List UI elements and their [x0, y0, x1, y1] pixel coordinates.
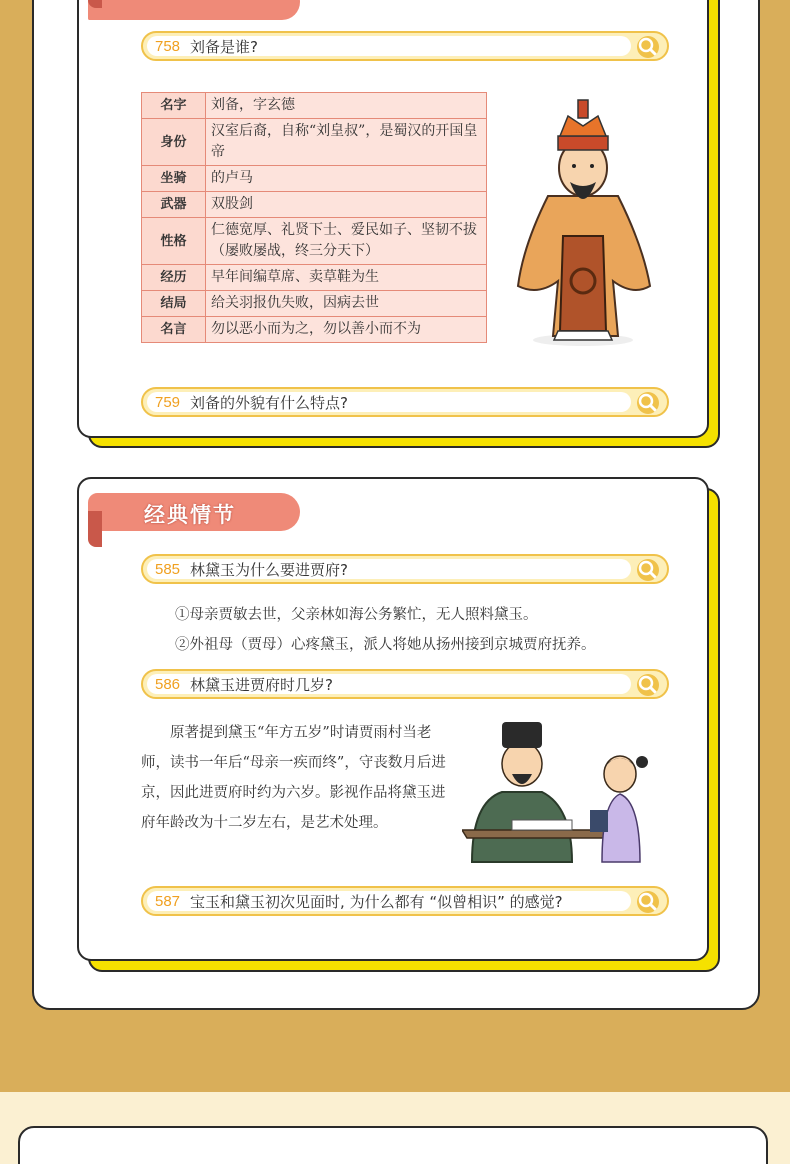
- table-row: 结局 给关羽报仇失败，因病去世: [142, 291, 487, 317]
- question-number: 758: [155, 37, 181, 55]
- liubei-illustration: [508, 96, 658, 348]
- teacher-student-illustration: [462, 712, 662, 864]
- question-586[interactable]: [141, 669, 669, 699]
- section-tab-partial: [88, 0, 300, 20]
- answer-585-line-1: ①母亲贾敏去世，父亲林如海公务繁忙，无人照料黛玉。: [175, 607, 538, 623]
- question-text: 刘备是谁?: [190, 37, 258, 56]
- table-row: 性格 仁德宽厚、礼贤下士、爱民如子、坚韧不拔（屡败屡战，终三分天下）: [142, 218, 487, 265]
- question-number: 587: [155, 892, 181, 910]
- question-number: 759: [155, 393, 181, 411]
- table-row: 身份 汉室后裔，自称“刘皇叔”，是蜀汉的开国皇帝: [142, 119, 487, 166]
- question-text: 刘备的外貌有什么特点?: [190, 393, 348, 412]
- question-text: 宝玉和黛玉初次见面时, 为什么都有 “似曾相识” 的感觉?: [190, 892, 563, 911]
- question-text: 林黛玉进贾府时几岁?: [190, 675, 333, 694]
- table-row: 坐骑 的卢马: [142, 166, 487, 192]
- answer-586: 原著提到黛玉“年方五岁”时请贾雨村当老师，读书一年后“母亲一疾而终”，守丧数月后进京，因此进贾府时约为六岁。影视作品将黛玉进府年龄改为十二岁左右，是艺术处理。: [141, 725, 446, 831]
- search-icon[interactable]: [637, 36, 659, 58]
- section-tab-classic-plot: [88, 493, 300, 531]
- search-icon[interactable]: [637, 392, 659, 414]
- question-number: 586: [155, 675, 181, 693]
- table-row: 名言 勿以恶小而为之，勿以善小而不为: [142, 317, 487, 343]
- liubei-info-table: [141, 92, 487, 343]
- question-text: 林黛玉为什么要进贾府?: [190, 560, 348, 579]
- table-row: 名字 刘备，字玄德: [142, 93, 487, 119]
- answer-585-line-2: ②外祖母（贾母）心疼黛玉，派人将她从扬州接到京城贾府抚养。: [175, 637, 596, 653]
- next-card: [18, 1126, 768, 1164]
- question-758[interactable]: [141, 31, 669, 61]
- table-row: 武器 双股剑: [142, 192, 487, 218]
- question-585[interactable]: [141, 554, 669, 584]
- question-759[interactable]: [141, 387, 669, 417]
- question-number: 585: [155, 560, 181, 578]
- table-row: 经历 早年间编草席、卖草鞋为生: [142, 265, 487, 291]
- search-icon[interactable]: [637, 891, 659, 913]
- search-icon[interactable]: [637, 674, 659, 696]
- search-icon[interactable]: [637, 559, 659, 581]
- question-587[interactable]: [141, 886, 669, 916]
- section-title: 经典情节: [144, 503, 236, 527]
